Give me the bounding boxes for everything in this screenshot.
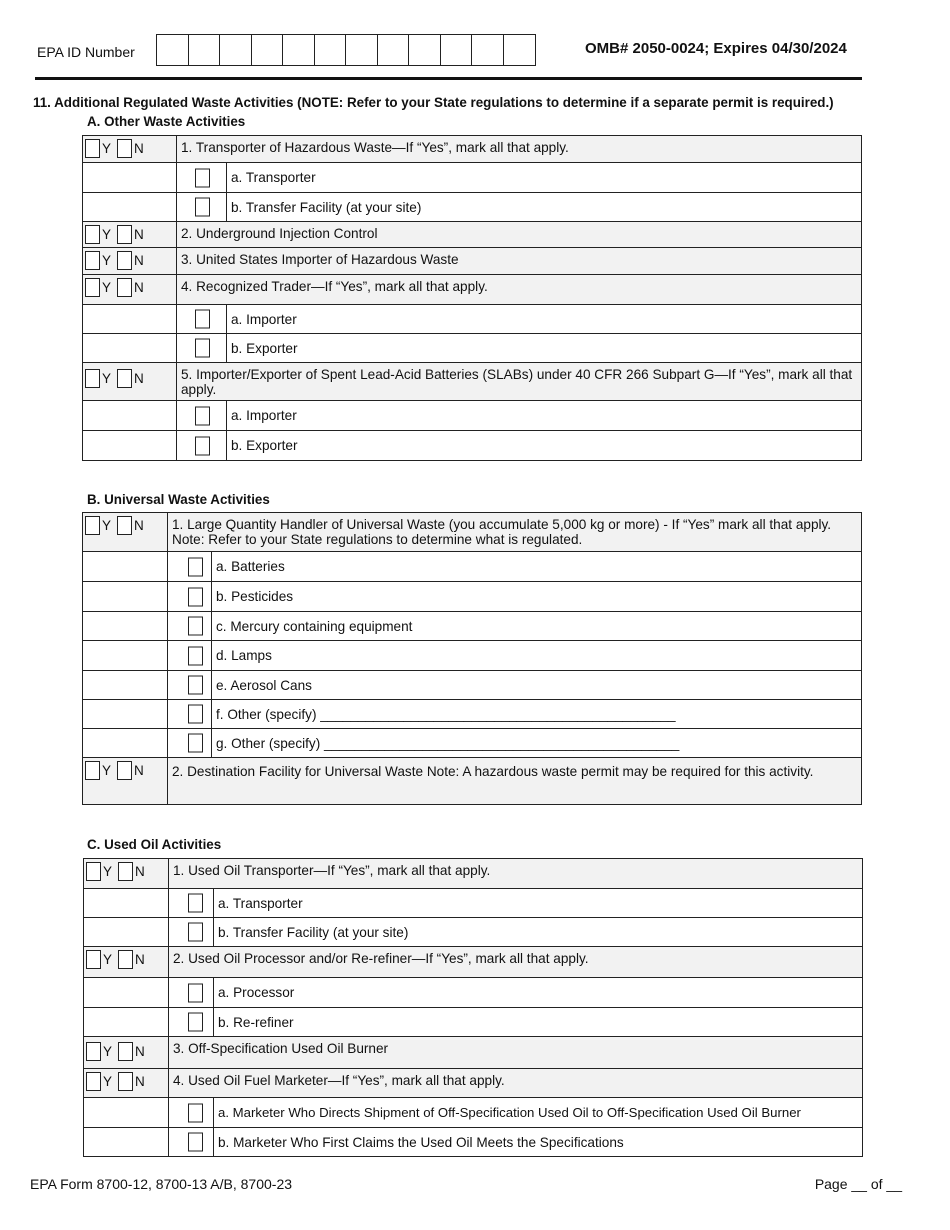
option-checkbox[interactable]: [188, 705, 203, 724]
yes-label: Y: [102, 763, 112, 778]
no-label: N: [135, 1044, 145, 1059]
option-row: [84, 1128, 863, 1157]
epa-id-digit[interactable]: [315, 35, 347, 65]
option-checkbox[interactable]: [195, 436, 210, 455]
blank-cell: [83, 401, 177, 431]
question-row: [83, 758, 862, 805]
question-text: 3. United States Importer of Hazardous Waste: [177, 248, 862, 275]
no-checkbox[interactable]: [117, 761, 132, 780]
question-text: 4. Recognized Trader—If “Yes”, mark all that apply.: [177, 275, 862, 305]
option-row: [83, 700, 862, 729]
yes-no-cell: [83, 363, 177, 401]
epa-id-label: EPA ID Number: [37, 44, 135, 60]
no-label: N: [134, 253, 144, 268]
blank-cell: [83, 671, 168, 700]
option-text: b. Pesticides: [212, 582, 862, 612]
option-row: [83, 334, 862, 363]
blank-cell: [83, 612, 168, 641]
option-row: [83, 671, 862, 700]
no-label: N: [134, 763, 144, 778]
option-text: a. Processor: [214, 978, 863, 1008]
option-checkbox-cell: [177, 305, 227, 334]
option-checkbox-cell: [177, 401, 227, 431]
epa-id-digit[interactable]: [504, 35, 536, 65]
yes-label: Y: [102, 253, 112, 268]
yes-checkbox[interactable]: [86, 950, 101, 969]
option-row: [84, 918, 863, 947]
option-checkbox[interactable]: [188, 557, 203, 576]
option-checkbox[interactable]: [188, 734, 203, 753]
page-number: Page __ of __: [814, 1176, 902, 1192]
question-row: [84, 1069, 863, 1098]
option-text-specify[interactable]: f. Other (specify) _______________________________________________: [212, 700, 862, 729]
option-row: [83, 431, 862, 461]
blank-cell: [83, 163, 177, 193]
option-checkbox[interactable]: [188, 1133, 203, 1152]
blank-cell: [83, 334, 177, 363]
option-checkbox-cell: [168, 552, 212, 582]
option-checkbox-cell: [168, 700, 212, 729]
no-checkbox[interactable]: [118, 950, 133, 969]
option-text-specify[interactable]: g. Other (specify) _______________________________________________: [212, 729, 862, 758]
yes-checkbox[interactable]: [86, 1072, 101, 1091]
option-checkbox-cell: [177, 163, 227, 193]
option-text: b. Exporter: [227, 334, 862, 363]
yes-no-cell: [83, 513, 168, 552]
part-b-title: B. Universal Waste Activities: [87, 492, 270, 507]
question-row: [83, 363, 862, 401]
option-text: e. Aerosol Cans: [212, 671, 862, 700]
yes-checkbox[interactable]: [85, 139, 100, 158]
option-text: a. Batteries: [212, 552, 862, 582]
question-row: [83, 513, 862, 552]
yes-checkbox[interactable]: [85, 278, 100, 297]
omb-number: OMB# 2050-0024; Expires 04/30/2024: [585, 40, 847, 57]
blank-cell: [83, 700, 168, 729]
option-checkbox[interactable]: [188, 617, 203, 636]
part-c-title: C. Used Oil Activities: [87, 837, 222, 852]
option-text: a. Transporter: [227, 163, 862, 193]
yes-no-cell: [83, 222, 177, 248]
yes-label: Y: [102, 371, 112, 386]
no-label: N: [134, 227, 144, 242]
no-label: N: [134, 280, 144, 295]
epa-id-digit[interactable]: [220, 35, 252, 65]
option-text: b. Transfer Facility (at your site): [227, 193, 862, 222]
yes-no-cell: [83, 248, 177, 275]
blank-cell: [83, 641, 168, 671]
option-checkbox-cell: [168, 641, 212, 671]
option-text: b. Marketer Who First Claims the Used Oil Meets the Specifications: [214, 1128, 863, 1157]
option-checkbox-cell: [168, 671, 212, 700]
yes-no-cell: [84, 859, 169, 889]
blank-cell: [84, 918, 169, 947]
option-row: [84, 1008, 863, 1037]
yes-no-cell: [83, 275, 177, 305]
option-row: [84, 889, 863, 918]
yes-label: Y: [103, 952, 113, 967]
option-checkbox-cell: [169, 1128, 214, 1157]
option-row: [83, 612, 862, 641]
blank-cell: [84, 1128, 169, 1157]
option-checkbox[interactable]: [188, 676, 203, 695]
yes-checkbox[interactable]: [85, 225, 100, 244]
option-checkbox[interactable]: [188, 1013, 203, 1032]
yes-checkbox[interactable]: [85, 369, 100, 388]
epa-id-digit[interactable]: [441, 35, 473, 65]
question-row: [84, 859, 863, 889]
question-text: 2. Used Oil Processor and/or Re-refiner—If “Yes”, mark all that apply.: [169, 947, 863, 978]
no-checkbox[interactable]: [117, 251, 132, 270]
blank-cell: [83, 305, 177, 334]
option-checkbox[interactable]: [195, 198, 210, 217]
yes-label: Y: [102, 280, 112, 295]
no-checkbox[interactable]: [117, 139, 132, 158]
option-text: d. Lamps: [212, 641, 862, 671]
form-number: EPA Form 8700-12, 8700-13 A/B, 8700-23: [30, 1176, 293, 1192]
option-row: [83, 163, 862, 193]
question-row: [83, 275, 862, 305]
no-label: N: [135, 1074, 145, 1089]
yes-no-cell: [84, 1037, 169, 1069]
option-checkbox-cell: [169, 978, 214, 1008]
no-checkbox[interactable]: [117, 278, 132, 297]
question-text: 2. Underground Injection Control: [177, 222, 862, 248]
yes-no-cell: [83, 136, 177, 163]
blank-cell: [84, 978, 169, 1008]
option-text: a. Transporter: [214, 889, 863, 918]
yes-no-cell: [83, 758, 168, 805]
no-label: N: [135, 864, 145, 879]
part-a-title: A. Other Waste Activities: [87, 114, 246, 129]
question-text: 1. Used Oil Transporter—If “Yes”, mark all that apply.: [169, 859, 863, 889]
yes-checkbox[interactable]: [86, 1042, 101, 1061]
part-c-table: [83, 858, 863, 1157]
option-checkbox-cell: [168, 729, 212, 758]
option-text: b. Exporter: [227, 431, 862, 461]
option-row: [83, 552, 862, 582]
option-checkbox[interactable]: [188, 983, 203, 1002]
option-checkbox[interactable]: [188, 1103, 203, 1122]
option-checkbox-cell: [169, 918, 214, 947]
option-checkbox[interactable]: [195, 168, 210, 187]
yes-checkbox[interactable]: [85, 516, 100, 535]
no-label: N: [134, 371, 144, 386]
blank-cell: [83, 729, 168, 758]
option-text: a. Marketer Who Directs Shipment of Off-Specification Used Oil to Off-Specification Used Oil Burner: [214, 1098, 863, 1128]
question-text: 4. Used Oil Fuel Marketer—If “Yes”, mark all that apply.: [169, 1069, 863, 1098]
option-row: [83, 641, 862, 671]
question-row: [84, 1037, 863, 1069]
option-text: a. Importer: [227, 305, 862, 334]
no-checkbox[interactable]: [117, 516, 132, 535]
question-text: 1. Transporter of Hazardous Waste—If “Yes”, mark all that apply.: [177, 136, 862, 163]
section-11-title: 11. Additional Regulated Waste Activities (NOTE: Refer to your State regulations to determine if a separate permit is required.): [33, 95, 834, 110]
epa-id-digit[interactable]: [409, 35, 441, 65]
option-row: [83, 729, 862, 758]
option-checkbox[interactable]: [195, 310, 210, 329]
blank-cell: [83, 431, 177, 461]
option-text: c. Mercury containing equipment: [212, 612, 862, 641]
no-checkbox[interactable]: [118, 862, 133, 881]
option-row: [84, 978, 863, 1008]
option-row: [83, 582, 862, 612]
epa-id-digit[interactable]: [252, 35, 284, 65]
option-checkbox[interactable]: [195, 339, 210, 358]
option-text: a. Importer: [227, 401, 862, 431]
epa-id-input[interactable]: [156, 34, 536, 66]
no-label: N: [134, 141, 144, 156]
epa-id-digit[interactable]: [189, 35, 221, 65]
yes-no-cell: [84, 947, 169, 978]
header-divider: [35, 77, 862, 80]
question-text: 1. Large Quantity Handler of Universal Waste (you accumulate 5,000 kg or more) - If “Yes” mark all that apply. Note: Refer to your State regulations to determine what is regulated.: [168, 513, 862, 552]
epa-id-digit[interactable]: [378, 35, 410, 65]
option-row: [84, 1098, 863, 1128]
yes-label: Y: [102, 141, 112, 156]
epa-id-digit[interactable]: [472, 35, 504, 65]
option-checkbox-cell: [177, 334, 227, 363]
question-row: [83, 222, 862, 248]
epa-id-digit[interactable]: [283, 35, 315, 65]
epa-id-digit[interactable]: [346, 35, 378, 65]
option-row: [83, 193, 862, 222]
yes-label: Y: [103, 864, 113, 879]
no-checkbox[interactable]: [118, 1042, 133, 1061]
question-row: [84, 947, 863, 978]
blank-cell: [84, 889, 169, 918]
option-text: b. Transfer Facility (at your site): [214, 918, 863, 947]
yes-checkbox[interactable]: [85, 761, 100, 780]
option-checkbox-cell: [169, 1008, 214, 1037]
question-text: 5. Importer/Exporter of Spent Lead-Acid Batteries (SLABs) under 40 CFR 266 Subpart G—If “Yes”, mark all that apply.: [177, 363, 862, 401]
yes-checkbox[interactable]: [85, 251, 100, 270]
yes-label: Y: [103, 1074, 113, 1089]
blank-cell: [84, 1008, 169, 1037]
question-row: [83, 248, 862, 275]
option-checkbox[interactable]: [188, 587, 203, 606]
yes-label: Y: [102, 518, 112, 533]
no-label: N: [134, 518, 144, 533]
option-checkbox-cell: [177, 431, 227, 461]
epa-id-digit[interactable]: [157, 35, 189, 65]
no-checkbox[interactable]: [118, 1072, 133, 1091]
option-row: [83, 401, 862, 431]
option-checkbox-cell: [169, 1098, 214, 1128]
no-checkbox[interactable]: [117, 369, 132, 388]
question-text: 3. Off-Specification Used Oil Burner: [169, 1037, 863, 1069]
option-checkbox[interactable]: [188, 646, 203, 665]
option-checkbox-cell: [168, 582, 212, 612]
blank-cell: [84, 1098, 169, 1128]
option-checkbox-cell: [168, 612, 212, 641]
option-text: b. Re-refiner: [214, 1008, 863, 1037]
option-checkbox[interactable]: [195, 406, 210, 425]
blank-cell: [83, 582, 168, 612]
question-text: 2. Destination Facility for Universal Waste Note: A hazardous waste permit may be required for this activity.: [168, 758, 862, 805]
option-checkbox[interactable]: [188, 923, 203, 942]
option-checkbox-cell: [177, 193, 227, 222]
no-checkbox[interactable]: [117, 225, 132, 244]
yes-label: Y: [102, 227, 112, 242]
yes-no-cell: [84, 1069, 169, 1098]
yes-checkbox[interactable]: [86, 862, 101, 881]
part-a-table: [82, 135, 862, 461]
option-checkbox-cell: [169, 889, 214, 918]
part-b-table: [82, 512, 862, 805]
option-checkbox[interactable]: [188, 894, 203, 913]
blank-cell: [83, 193, 177, 222]
option-row: [83, 305, 862, 334]
question-row: [83, 136, 862, 163]
no-label: N: [135, 952, 145, 967]
yes-label: Y: [103, 1044, 113, 1059]
blank-cell: [83, 552, 168, 582]
